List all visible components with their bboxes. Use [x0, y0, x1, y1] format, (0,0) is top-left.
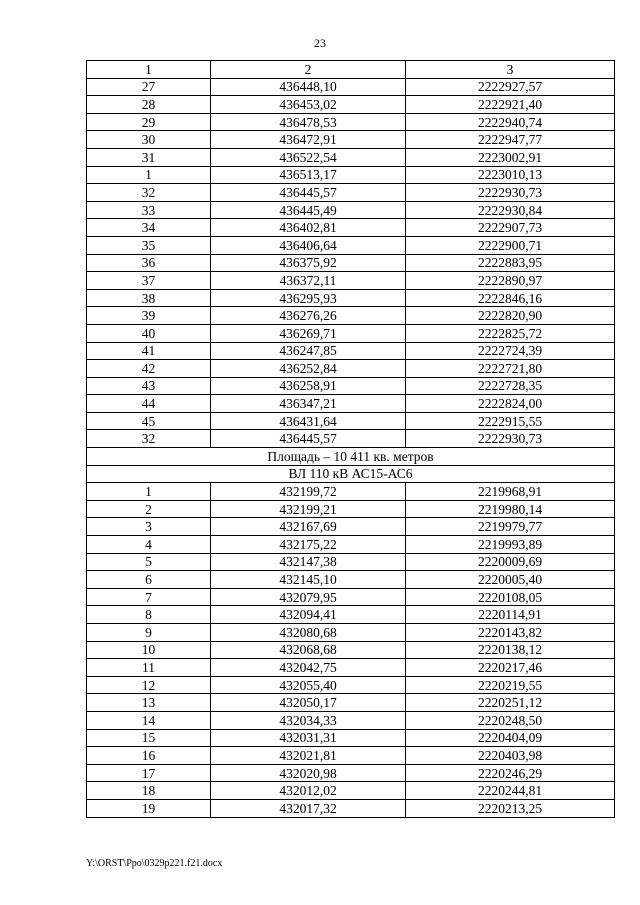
- x-coordinate-cell: 432167,69: [211, 518, 406, 536]
- x-coordinate-cell: 436269,71: [211, 324, 406, 342]
- point-number-cell: 37: [87, 272, 211, 290]
- y-coordinate-cell: 2219993,89: [406, 536, 615, 554]
- x-coordinate-cell: 432020,98: [211, 764, 406, 782]
- point-number-cell: 17: [87, 764, 211, 782]
- table-row: [87, 289, 615, 307]
- table-row: [87, 254, 615, 272]
- point-number-cell: 5: [87, 553, 211, 571]
- x-coordinate-cell: 436513,17: [211, 166, 406, 184]
- point-number-cell: 4: [87, 536, 211, 554]
- point-number-cell: 31: [87, 148, 211, 166]
- x-coordinate-cell: 436406,64: [211, 236, 406, 254]
- y-coordinate-cell: 2220219,55: [406, 676, 615, 694]
- table-row: [87, 553, 615, 571]
- y-coordinate-cell: 2222820,90: [406, 307, 615, 325]
- point-number-cell: 10: [87, 641, 211, 659]
- point-number-cell: 13: [87, 694, 211, 712]
- x-coordinate-cell: 436472,91: [211, 131, 406, 149]
- point-number-cell: 36: [87, 254, 211, 272]
- point-number-cell: 3: [87, 518, 211, 536]
- table-row: [87, 624, 615, 642]
- point-number-cell: 16: [87, 747, 211, 765]
- x-coordinate-cell: 432042,75: [211, 659, 406, 677]
- footer-file-path: Y:\ORST\Ppo\0329p221.f21.docx: [86, 858, 223, 869]
- x-coordinate-cell: 432079,95: [211, 588, 406, 606]
- x-coordinate-cell: 436445,49: [211, 201, 406, 219]
- x-coordinate-cell: 436402,81: [211, 219, 406, 237]
- point-number-cell: 2: [87, 500, 211, 518]
- table-row: [87, 131, 615, 149]
- table-row: [87, 799, 615, 817]
- y-coordinate-cell: 2219968,91: [406, 483, 615, 501]
- y-coordinate-cell: 2223010,13: [406, 166, 615, 184]
- point-number-cell: 18: [87, 782, 211, 800]
- table-row: [87, 272, 615, 290]
- point-number-cell: 1: [87, 166, 211, 184]
- point-number-cell: 11: [87, 659, 211, 677]
- table-row: [87, 342, 615, 360]
- y-coordinate-cell: 2220403,98: [406, 747, 615, 765]
- table-row: [87, 184, 615, 202]
- x-coordinate-cell: 436445,57: [211, 184, 406, 202]
- table-row: [87, 148, 615, 166]
- y-coordinate-cell: 2220246,29: [406, 764, 615, 782]
- y-coordinate-cell: 2220213,25: [406, 799, 615, 817]
- table-row: [87, 782, 615, 800]
- table-row: [87, 676, 615, 694]
- area-text: Площадь – 10 411 кв. метров: [87, 448, 615, 466]
- point-number-cell: 30: [87, 131, 211, 149]
- table-row: [87, 96, 615, 114]
- x-coordinate-cell: 432055,40: [211, 676, 406, 694]
- table-row: [87, 694, 615, 712]
- y-coordinate-cell: 2220009,69: [406, 553, 615, 571]
- x-coordinate-cell: 436247,85: [211, 342, 406, 360]
- x-coordinate-cell: 2: [211, 61, 406, 79]
- y-coordinate-cell: 2222728,35: [406, 377, 615, 395]
- x-coordinate-cell: 432034,33: [211, 711, 406, 729]
- point-number-cell: 6: [87, 571, 211, 589]
- point-number-cell: 41: [87, 342, 211, 360]
- y-coordinate-cell: 2220251,12: [406, 694, 615, 712]
- y-coordinate-cell: 2222930,84: [406, 201, 615, 219]
- x-coordinate-cell: 436445,57: [211, 430, 406, 448]
- x-coordinate-cell: 432021,81: [211, 747, 406, 765]
- y-coordinate-cell: 2222930,73: [406, 430, 615, 448]
- x-coordinate-cell: 432050,17: [211, 694, 406, 712]
- point-number-cell: 15: [87, 729, 211, 747]
- point-number-cell: 1: [87, 61, 211, 79]
- point-number-cell: 43: [87, 377, 211, 395]
- point-number-cell: 7: [87, 588, 211, 606]
- table-row: [87, 78, 615, 96]
- y-coordinate-cell: 2220244,81: [406, 782, 615, 800]
- table-row: [87, 395, 615, 413]
- point-number-cell: 9: [87, 624, 211, 642]
- x-coordinate-cell: 436448,10: [211, 78, 406, 96]
- y-coordinate-cell: 2223002,91: [406, 148, 615, 166]
- table-row: [87, 483, 615, 501]
- point-number-cell: 14: [87, 711, 211, 729]
- y-coordinate-cell: 2220217,46: [406, 659, 615, 677]
- x-coordinate-cell: 432199,21: [211, 500, 406, 518]
- table-row: [87, 764, 615, 782]
- point-number-cell: 45: [87, 412, 211, 430]
- x-coordinate-cell: 432175,22: [211, 536, 406, 554]
- y-coordinate-cell: 2219979,77: [406, 518, 615, 536]
- x-coordinate-cell: 432031,31: [211, 729, 406, 747]
- y-coordinate-cell: 2222940,74: [406, 113, 615, 131]
- y-coordinate-cell: 2220143,82: [406, 624, 615, 642]
- x-coordinate-cell: 432145,10: [211, 571, 406, 589]
- y-coordinate-cell: 2222915,55: [406, 412, 615, 430]
- point-number-cell: 32: [87, 430, 211, 448]
- y-coordinate-cell: 2222883,95: [406, 254, 615, 272]
- table-row: [87, 711, 615, 729]
- y-coordinate-cell: 2222724,39: [406, 342, 615, 360]
- point-number-cell: 39: [87, 307, 211, 325]
- section-title: ВЛ 110 кВ АС15-АС6: [87, 465, 615, 483]
- y-coordinate-cell: 2222930,73: [406, 184, 615, 202]
- table-row: [87, 500, 615, 518]
- area-text-row: [87, 448, 615, 466]
- table-row: [87, 659, 615, 677]
- point-number-cell: 35: [87, 236, 211, 254]
- table-row: [87, 430, 615, 448]
- x-coordinate-cell: 432147,38: [211, 553, 406, 571]
- x-coordinate-cell: 436431,64: [211, 412, 406, 430]
- section-title-row: [87, 465, 615, 483]
- point-number-cell: 38: [87, 289, 211, 307]
- point-number-cell: 19: [87, 799, 211, 817]
- point-number-cell: 8: [87, 606, 211, 624]
- y-coordinate-cell: 2220114,91: [406, 606, 615, 624]
- x-coordinate-cell: 436453,02: [211, 96, 406, 114]
- x-coordinate-cell: 432017,32: [211, 799, 406, 817]
- y-coordinate-cell: 2220138,12: [406, 641, 615, 659]
- y-coordinate-cell: 2222721,80: [406, 360, 615, 378]
- table-row: [87, 729, 615, 747]
- y-coordinate-cell: 2222900,71: [406, 236, 615, 254]
- point-number-cell: 27: [87, 78, 211, 96]
- table-row: [87, 588, 615, 606]
- x-coordinate-cell: 436295,93: [211, 289, 406, 307]
- table-row: [87, 166, 615, 184]
- point-number-cell: 32: [87, 184, 211, 202]
- x-coordinate-cell: 432068,68: [211, 641, 406, 659]
- coordinates-table: [86, 60, 615, 818]
- table-row: [87, 324, 615, 342]
- y-coordinate-cell: 2220404,09: [406, 729, 615, 747]
- y-coordinate-cell: 2222947,77: [406, 131, 615, 149]
- table-row: [87, 518, 615, 536]
- x-coordinate-cell: 436258,91: [211, 377, 406, 395]
- table-row: [87, 641, 615, 659]
- point-number-cell: 42: [87, 360, 211, 378]
- y-coordinate-cell: 2220248,50: [406, 711, 615, 729]
- x-coordinate-cell: 436276,26: [211, 307, 406, 325]
- y-coordinate-cell: 2222921,40: [406, 96, 615, 114]
- table-row: [87, 747, 615, 765]
- x-coordinate-cell: 432199,72: [211, 483, 406, 501]
- y-coordinate-cell: 2222824,00: [406, 395, 615, 413]
- point-number-cell: 34: [87, 219, 211, 237]
- y-coordinate-cell: 2220005,40: [406, 571, 615, 589]
- table-row: [87, 219, 615, 237]
- point-number-cell: 28: [87, 96, 211, 114]
- y-coordinate-cell: 2222890,97: [406, 272, 615, 290]
- x-coordinate-cell: 436372,11: [211, 272, 406, 290]
- point-number-cell: 29: [87, 113, 211, 131]
- table-row: [87, 113, 615, 131]
- table-row: [87, 606, 615, 624]
- table-row: [87, 377, 615, 395]
- table-row: [87, 236, 615, 254]
- y-coordinate-cell: 2222846,16: [406, 289, 615, 307]
- table-row: [87, 307, 615, 325]
- point-number-cell: 33: [87, 201, 211, 219]
- y-coordinate-cell: 2219980,14: [406, 500, 615, 518]
- table-row: [87, 360, 615, 378]
- x-coordinate-cell: 436522,54: [211, 148, 406, 166]
- y-coordinate-cell: 2222825,72: [406, 324, 615, 342]
- y-coordinate-cell: 2222927,57: [406, 78, 615, 96]
- table-row: [87, 201, 615, 219]
- point-number-cell: 1: [87, 483, 211, 501]
- x-coordinate-cell: 436347,21: [211, 395, 406, 413]
- x-coordinate-cell: 432080,68: [211, 624, 406, 642]
- x-coordinate-cell: 436252,84: [211, 360, 406, 378]
- x-coordinate-cell: 432012,02: [211, 782, 406, 800]
- table-row: [87, 536, 615, 554]
- point-number-cell: 12: [87, 676, 211, 694]
- table-header-row: [87, 61, 615, 79]
- point-number-cell: 44: [87, 395, 211, 413]
- y-coordinate-cell: 3: [406, 61, 615, 79]
- table-row: [87, 571, 615, 589]
- table-row: [87, 412, 615, 430]
- x-coordinate-cell: 432094,41: [211, 606, 406, 624]
- x-coordinate-cell: 436375,92: [211, 254, 406, 272]
- y-coordinate-cell: 2222907,73: [406, 219, 615, 237]
- point-number-cell: 40: [87, 324, 211, 342]
- y-coordinate-cell: 2220108,05: [406, 588, 615, 606]
- x-coordinate-cell: 436478,53: [211, 113, 406, 131]
- page-number: 23: [314, 36, 326, 50]
